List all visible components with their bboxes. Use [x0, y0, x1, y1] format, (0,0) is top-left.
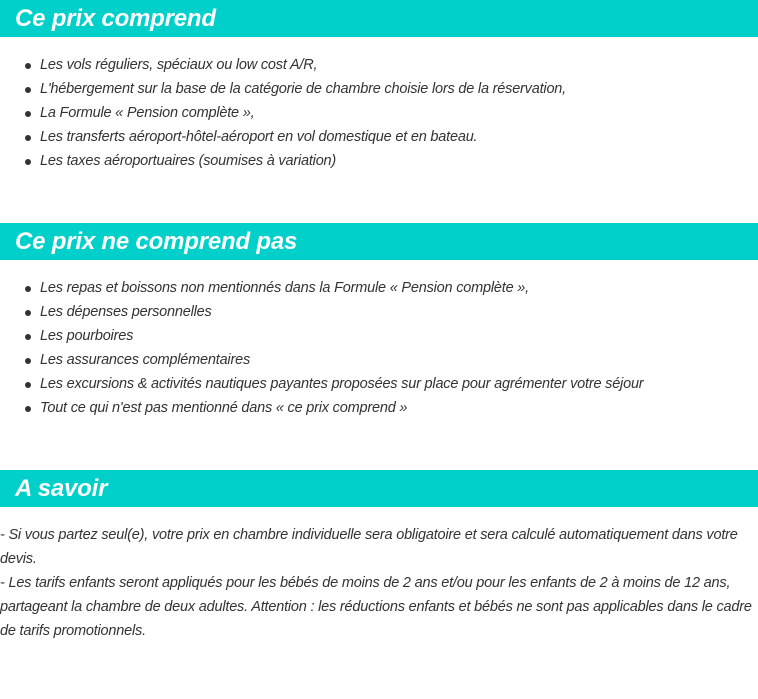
section-title: Ce prix ne comprend pas	[15, 228, 298, 255]
list-item: Les taxes aéroportuaires (soumises à variation)	[0, 149, 566, 173]
section-title: A savoir	[15, 475, 108, 502]
section-header-good-to-know	[0, 470, 758, 507]
list-item: Tout ce qui n'est pas mentionné dans « ce prix comprend »	[0, 396, 643, 420]
list-item: L'hébergement sur la base de la catégorie de chambre choisie lors de la réservation,	[0, 77, 566, 101]
list-item: Les transferts aéroport-hôtel-aéroport en vol domestique et en bateau.	[0, 125, 566, 149]
list-item: Les pourboires	[0, 324, 643, 348]
section-header-included	[0, 0, 758, 37]
list-item: Les repas et boissons non mentionnés dans la Formule « Pension complète »,	[0, 276, 643, 300]
list-item: Les vols réguliers, spéciaux ou low cost A/R,	[0, 53, 566, 77]
list-item: Les excursions & activités nautiques payantes proposées sur place pour agrémenter votre séjour	[0, 372, 643, 396]
list-item: La Formule « Pension complète »,	[0, 101, 566, 125]
info-paragraph-single-supplement: - Si vous partez seul(e), votre prix en chambre individuelle sera obligatoire et sera calculé automatiquement dans votre devis.	[0, 527, 738, 567]
section-header-not-included	[0, 223, 758, 260]
list-item: Les assurances complémentaires	[0, 348, 643, 372]
not-included-list	[0, 276, 643, 420]
section-title: Ce prix comprend	[15, 5, 216, 32]
info-paragraph-child-rates: - Les tarifs enfants seront appliqués pour les bébés de moins de 2 ans et/ou pour les enfants de 2 à moins de 12 ans, partageant la chambre de deux adultes. Attention : les réductions enfants et bébés ne sont pas applicables dans le cadre de tarifs promotionnels.	[0, 575, 752, 639]
included-list	[0, 53, 566, 173]
list-item: Les dépenses personnelles	[0, 300, 643, 324]
